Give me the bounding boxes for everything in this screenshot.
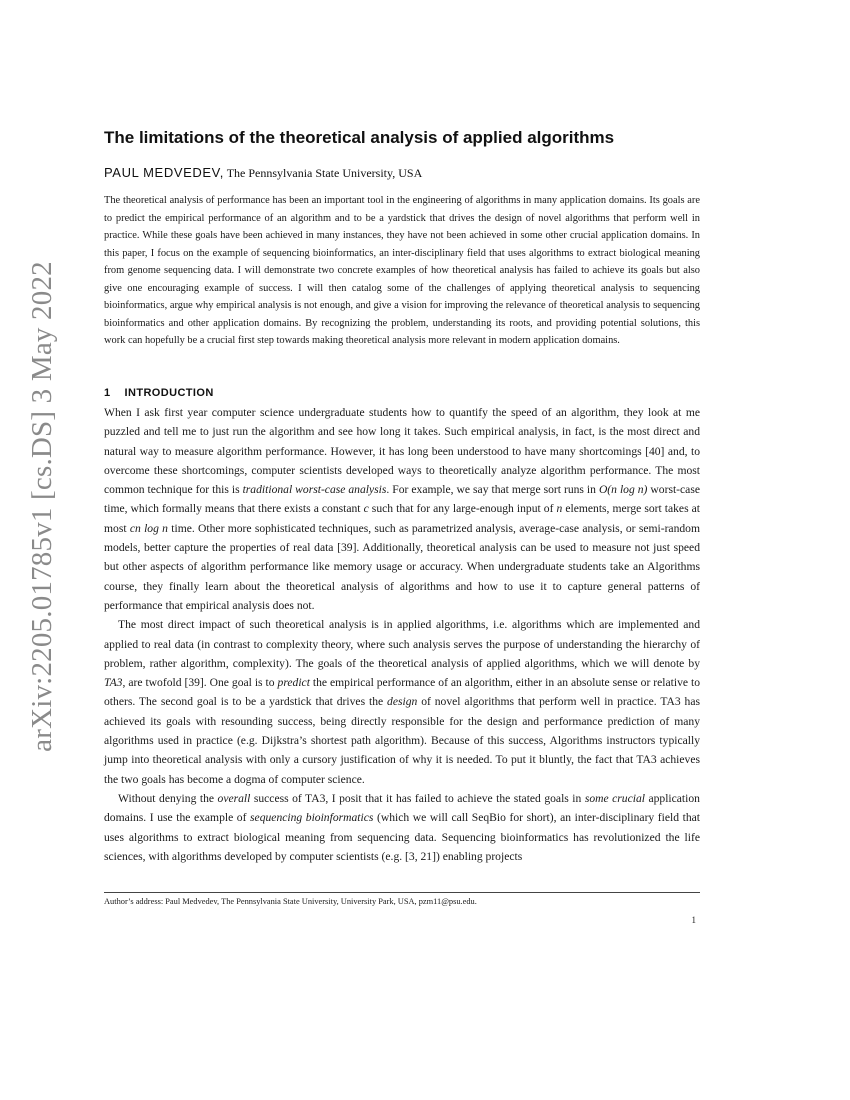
abstract: The theoretical analysis of performance has been an important tool in the engineering of algorithms in many application domains. Its goals are to predict the empirical performance of an algorithm and to be a yardstick that drives the design of novel algorithms that perform well in practice. While these goals have been achieved in many instances, they have not been achieved in some other crucial application domains. In this paper, I focus on the example of sequencing bioinformatics, an inter-disciplinary field that uses algorithms to extract biological meaning from genome sequencing data. I will demonstrate two concrete examples of how theoretical analysis has failed to achieve its goals but also give one encouraging example of success. I will then catalog some of the challenges of applying theoretical analysis to sequencing bioinformatics, argue why empirical analysis is not enough, and give a vision for improving the relevance of theoretical analysis to sequencing bioinformatics and other application domains. By recognizing the problem, understanding its roots, and providing potential solutions, this work can hopefully be a crucial first step towards making theoretical analysis more relevant in modern application domains. — [104, 195, 700, 346]
footnote-divider — [104, 892, 700, 893]
section-number: 1 — [104, 387, 111, 399]
paragraph-text: time. Other more sophisticated techniques, such as parametrized analysis, average-case analysis, or semi-random models, better capture the properties of real data [39]. Additionally, theoretical analysis can be used to measure not just speed but other aspects of algorithm performance like memory usage or accuracy. When undergraduate students take an Algorithms course, they finally learn about the theoretical analysis of algorithms and how to use it to capture general patterns of performance that empirical analysis does not. — [104, 521, 700, 612]
math-expression: cn log n — [129, 521, 168, 535]
math-expression: n — [556, 502, 563, 516]
paragraph-text: , are twofold [39]. One goal is to — [122, 676, 278, 690]
author-name: PAUL MEDVEDEV, — [104, 165, 224, 180]
section-title: INTRODUCTION — [124, 387, 214, 399]
arxiv-identifier-stamp — [17, 262, 67, 750]
paragraph-text: such that for any large-enough input of — [368, 502, 557, 516]
paragraph-3 — [104, 789, 700, 866]
math-expression: c — [363, 502, 369, 516]
paragraph-text: Without denying the — [118, 791, 218, 805]
paragraph-text: elements, merge sort takes at most — [104, 502, 700, 535]
emphasis-text: sequencing bioinformatics — [250, 811, 374, 825]
paragraph-2 — [104, 615, 700, 789]
paragraph-text: application domains. I use the example of — [104, 791, 700, 825]
paragraph-text: The most direct impact of such theoretical analysis is in applied algorithms, i.e. algorithms which are implemented and applied to real data (in contrast to complexity theory, where such analysis serves the purpose of understanding the hierarchy of problem, rather algorithm, complexity). The goals of the theoretical analysis of applied algorithms, which we will denote by — [104, 618, 700, 670]
paragraph-text: (which we will call SeqBio for short), an inter-disciplinary field that uses algorithms to extract biological meaning from sequencing data. Sequencing bioinformatics has revolutionized the life sciences, with algorithms developed by computer scientists (e.g. [3, 21]) enabling projects — [104, 811, 701, 863]
section-heading — [104, 387, 504, 399]
emphasis-text: TA3 — [104, 676, 123, 690]
paper-title: The limitations of the theoretical analysis of applied algorithms — [104, 128, 615, 147]
paragraph-text: . For example, we say that merge sort runs in — [386, 483, 599, 497]
paragraph-1 — [104, 403, 700, 615]
arxiv-stamp-text: arXiv:2205.01785v1 [cs.DS] 3 May 2022 — [25, 260, 58, 752]
emphasis-text: predict — [277, 676, 310, 690]
author-affiliation: The Pennsylvania State University, USA — [226, 166, 423, 180]
emphasis-text: overall — [217, 791, 251, 805]
paragraph-text: When I ask first year computer science undergraduate students how to quantify the speed of an algorithm, they look at me puzzled and tell me to just run the algorithm and see how long it takes. Such empirical analysis, in fact, is the most direct and natural way to measure algorithm performance. However, it has long been understood to have many shortcomings [40] and, to overcome these shortcomings, computer scientists developed ways to theoretically analyze algorithm performance. The most common technique for this is — [104, 406, 700, 497]
author-address-footnote: Author’s address: Paul Medvedev, The Pennsylvania State University, University Park, USA, pzm11@psu.edu. — [104, 897, 477, 906]
page-number: 1 — [691, 915, 696, 925]
emphasis-text: some crucial — [584, 791, 645, 805]
math-expression: O(n log n) — [598, 483, 648, 497]
paragraph-text: of novel algorithms that perform well in practice. TA3 has achieved its goals with resounding success, being directly responsible for the design and performance prediction of many algorithms used in practice (e.g. Dijkstra’s shortest path algorithm). Because of this success, Algorithms instructors typically jump into theoretical analysis with only a cursory justification of why it is needed. To put it bluntly, the fact that TA3 achieves the two goals has become a dogma of computer science. — [104, 695, 701, 786]
paragraph-text: worst-case time, which formally means that there exists a constant — [104, 483, 700, 516]
emphasis-text: traditional worst-case analysis — [242, 483, 387, 497]
body-text — [104, 403, 700, 866]
paragraph-text: the empirical performance of an algorithm, either in an absolute sense or relative to others. The second goal is to be a yardstick that drives the — [104, 676, 700, 709]
emphasis-text: design — [387, 695, 418, 709]
author-line — [104, 165, 704, 181]
paragraph-text: success of TA3, I posit that it has failed to achieve the stated goals in — [250, 791, 585, 805]
